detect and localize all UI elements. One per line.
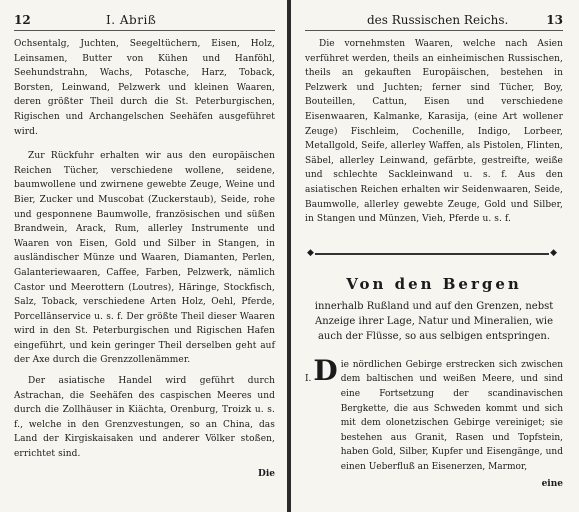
paragraph: Die vornehmsten Waaren, welche nach Asien verführet werden, theils an einheimischen Russischen, theils an gekauften Europäischen, bestehen in Pelzwerk und Juchten; ferner sind Tücher, Boy, Bouteillen, Cattun, Eisen und verschiedene Eisenwaaren, Kalmanke, Karasija, (eine Art wollener Zeuge) Fischleim, Cochenille, Indigo, Lorbeer, Metallgold, Seife, allerley Waffen, als Pistolen, Flinten, Säbel, allerley Leinwand, gefärbte, gestreifte, weiße und schlechte Sackleinwand u. s. f. Aus den asiatischen Reichen erhalten wir Seidenwaaren, Seide, Baumwolle, allerley gewebte Zeuge, Gold und Silber, in Stangen und Münzen, Vieh, Pferde u. s. f. [305, 39, 563, 225]
paragraph: ie nördlichen Gebirge erstrecken sich zwischen dem baltischen und weißen Meere, und sind eine Fortsetzung der scandinavischen Bergkette, die aus Schweden kommt und sich mit dem olonetzischen Gebirge vereiniget; sie bestehen aus Granit, Rasen und Topfstein, haben Gold, Silber, Kupfer und Eisengänge, und einen Ueberfluß an Eisenerzen, Marmor, [340, 359, 563, 472]
left-page [0, 0, 287, 512]
divider-line [315, 253, 549, 255]
section-subtitle: innerhalb Rußland und auf den Grenzen, nebst Anzeige ihrer Lage, Natur und Mineralien, wie auch der Flüsse, so aus selbigen entspringen. [314, 300, 554, 342]
catchword: Die [258, 468, 275, 479]
running-head: I. Abriß [106, 13, 157, 27]
drop-cap: D [313, 353, 338, 387]
section-title: Von den Bergen [346, 274, 522, 293]
catchword: eine [541, 479, 563, 490]
page-number: 13 [546, 13, 563, 27]
divider-end-ornament: ◆ [307, 247, 314, 258]
divider-end-ornament: ◆ [550, 247, 557, 258]
section-number: I. [305, 373, 312, 384]
page-number: 12 [14, 13, 31, 27]
running-head: des Russischen Reichs. [367, 13, 509, 27]
right-page-header [305, 12, 563, 28]
ornamental-divider [307, 247, 557, 261]
header-rule [305, 30, 563, 31]
paragraph: Zur Rückfuhr erhalten wir aus den europäischen Reichen Tücher, verschiedene wollene, seidene, baumwollene und zwirnene gewebte Zeuge, Weine und Bier, Zucker und Muscobat (Zuckerstaub), Seide, rohe und gesponnene Baumwolle, französischen und süßen Brandwein, Arack, Rum, allerley Instrumente und Waaren von Eisen, Gold und Silber in Stangen, in ausländischer Münze und Waaren, Diamanten, Perlen, Galanteriewaaren, Caffee, Farben, Pelzwerk, nämlich Castor und Meerottern (Loutres), Häringe, Stockfisch, Salz, Toback, verschiedene Arten Holz, Oehl, Pferde, Porcellänservice u. s. f. Der größte Theil dieser Waaren wird in den St. Peterburgischen und Rigischen Hafen eingeführt, und kein geringer Theil derselben geht auf der Axe durch die Grenzzollenämmer. [14, 151, 275, 366]
paragraph: Der asiatische Handel wird geführt durch Astrachan, die Seehäfen des caspischen Meeres und durch die Zollhäuser in Kiächta, Orenburg, Troizk u. s. f., welche in den Grenzvestungen, so an China, das Land der Kirgiskaisaken und anderer Völker stoßen, errichtet sind. [14, 376, 275, 460]
section-body [305, 353, 563, 475]
header-rule [14, 30, 275, 31]
right-page [291, 0, 579, 512]
paragraph: Ochsentalg, Juchten, Seegeltüchern, Eisen, Holz, Leinsamen, Butter von Kühen und Hanföhl, Seehundstrahn, Wachs, Potasche, Harz, Toback, Borsten, Leinwand, Pelzwerk und kleinen Waaren, deren größter Theil durch die St. Peterburgischen, Rigischen und Archangelschen Seehäfen ausgeführet wird. [14, 39, 275, 137]
left-page-header [14, 12, 275, 28]
